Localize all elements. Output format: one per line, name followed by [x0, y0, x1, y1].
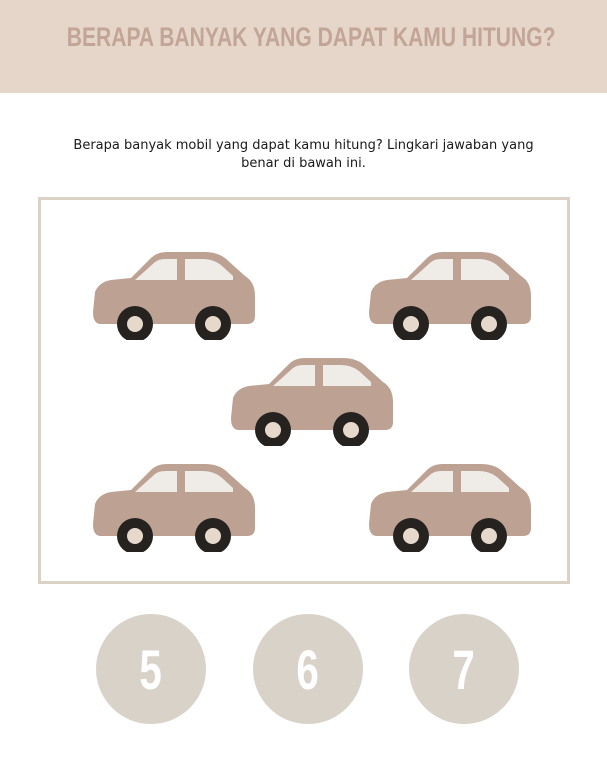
answer-option-label: 6 — [296, 637, 320, 701]
answer-option-label: 7 — [452, 637, 476, 701]
car-icon — [227, 346, 395, 446]
car-icon — [365, 452, 533, 552]
worksheet-title: BERAPA BANYAK YANG DAPAT KAMU HITUNG? — [66, 22, 556, 52]
answer-option-7[interactable] — [409, 614, 519, 724]
answer-option-6[interactable] — [253, 614, 363, 724]
answer-option-label: 5 — [139, 637, 163, 701]
car-icon — [89, 452, 257, 552]
car-picture-frame — [38, 197, 570, 584]
car-icon — [89, 240, 257, 340]
car-icon — [365, 240, 533, 340]
instructions-text: Berapa banyak mobil yang dapat kamu hitung? Lingkari jawaban yang benar di bawah ini. — [73, 138, 534, 171]
answer-options — [0, 614, 607, 724]
answer-option-5[interactable] — [96, 614, 206, 724]
